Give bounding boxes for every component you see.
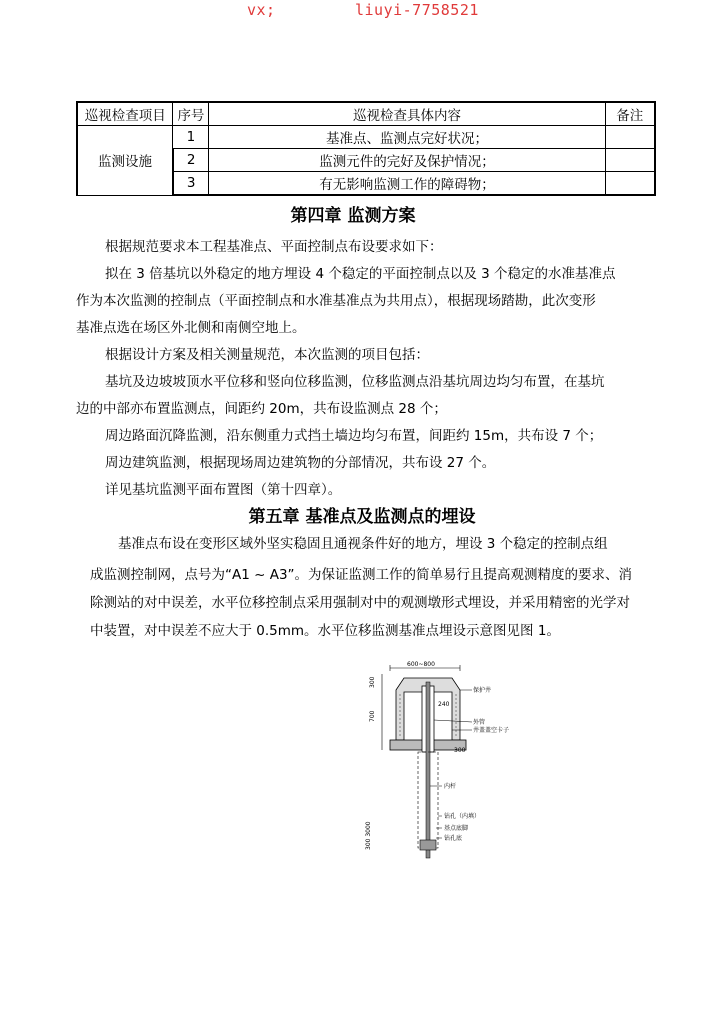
row-content: 监测元件的完好及保护情况；: [209, 149, 605, 172]
label-outer-pipe: 外管: [473, 719, 486, 726]
header-item: 巡视检查项目: [77, 102, 173, 126]
paragraph-line: 作为本次监测的控制点（平面控制点和水准基准点为共用点），根据现场踏勘，此次变形: [76, 293, 596, 309]
table-row: [77, 126, 655, 149]
watermark-right: liuyi-7758521: [355, 1, 479, 19]
header-no: 序号: [173, 102, 209, 126]
label-protective-well: 保护井: [473, 687, 492, 694]
dim-top: 600~800: [407, 661, 435, 668]
row-no: 2: [173, 149, 209, 172]
group-label: 监测设施: [77, 126, 173, 196]
chapter-5-title: 第五章 基准点及监测点的埋设: [248, 507, 476, 527]
watermark-left: vx;: [247, 1, 276, 19]
row-content: 基准点、监测点完好状况；: [209, 126, 605, 149]
chapter-4-title: 第四章 监测方案: [290, 206, 416, 226]
paragraph-line: 基准点选在场区外北侧和南侧空地上。: [76, 320, 306, 336]
dim-deep: 300 3000: [365, 821, 372, 850]
row-no: 1: [173, 126, 209, 149]
label-inner-rod: 内杆: [444, 783, 457, 790]
label-borehole-bottom: 钻孔底: [444, 835, 463, 842]
paragraph-line: 中装置，对中误差不应大于 0.5mm。水平位移监测基准点埋设示意图见图 1。: [90, 623, 560, 639]
dim-side-1: 300: [369, 676, 376, 688]
paragraph-line: 根据设计方案及相关测量规范，本次监测的项目包括：: [105, 347, 429, 363]
benchmark-burial-diagram: [360, 660, 530, 860]
label-borehole-fill: 钻孔（内填）: [444, 813, 481, 820]
header-content: 巡视检查具体内容: [209, 102, 605, 126]
dim-inner: 240: [438, 701, 450, 708]
label-base-foot: 基点底脚: [444, 825, 469, 832]
paragraph-line: 除测站的对中误差，水平位移控制点采用强制对中的观测墩形式埋设，并采用精密的光学对: [90, 595, 630, 611]
watermark: [0, 0, 724, 22]
paragraph-line: 拟在 3 倍基坑以外稳定的地方埋设 4 个稳定的平面控制点以及 3 个稳定的水准基准点: [105, 266, 616, 282]
row-note: [605, 126, 655, 149]
row-note: [605, 172, 655, 196]
row-content: 有无影响监测工作的障碍物；: [209, 172, 605, 196]
row-no: 3: [173, 172, 209, 196]
paragraph-line: 成监测控制网，点号为“A1 ~ A3”。为保证监测工作的简单易行且提高观测精度的要求、消: [90, 567, 633, 583]
table-header-row: [77, 102, 655, 126]
paragraph-line: 基准点布设在变形区域外坚实稳固且通视条件好的地方，埋设 3 个稳定的控制点组: [118, 536, 608, 552]
paragraph-line: 详见基坑监测平面布置图（第十四章）。: [105, 482, 342, 498]
paragraph-line: 边的中部亦布置监测点，间距约 20m，共布设监测点 28 个；: [76, 401, 447, 417]
dim-bottom: 300: [454, 747, 466, 754]
paragraph-line: 周边路面沉降监测，沿东侧重力式挡土墙边均匀布置，间距约 15m，共布设 7 个；: [105, 428, 603, 444]
inspection-table: [76, 101, 656, 196]
row-note: [605, 149, 655, 172]
paragraph-line: 基坑及边坡坡顶水平位移和竖向位移监测，位移监测点沿基坑周边均匀布置，在基坑: [105, 374, 605, 390]
paragraph-line: 周边建筑监测，根据现场周边建筑物的分部情况，共布设 27 个。: [105, 455, 496, 471]
dim-side-2: 700: [369, 710, 376, 722]
paragraph-line: 根据规范要求本工程基准点、平面控制点布设要求如下：: [105, 239, 443, 255]
label-cover: 井盖盖空卡子: [473, 727, 510, 734]
header-note: 备注: [605, 102, 655, 126]
